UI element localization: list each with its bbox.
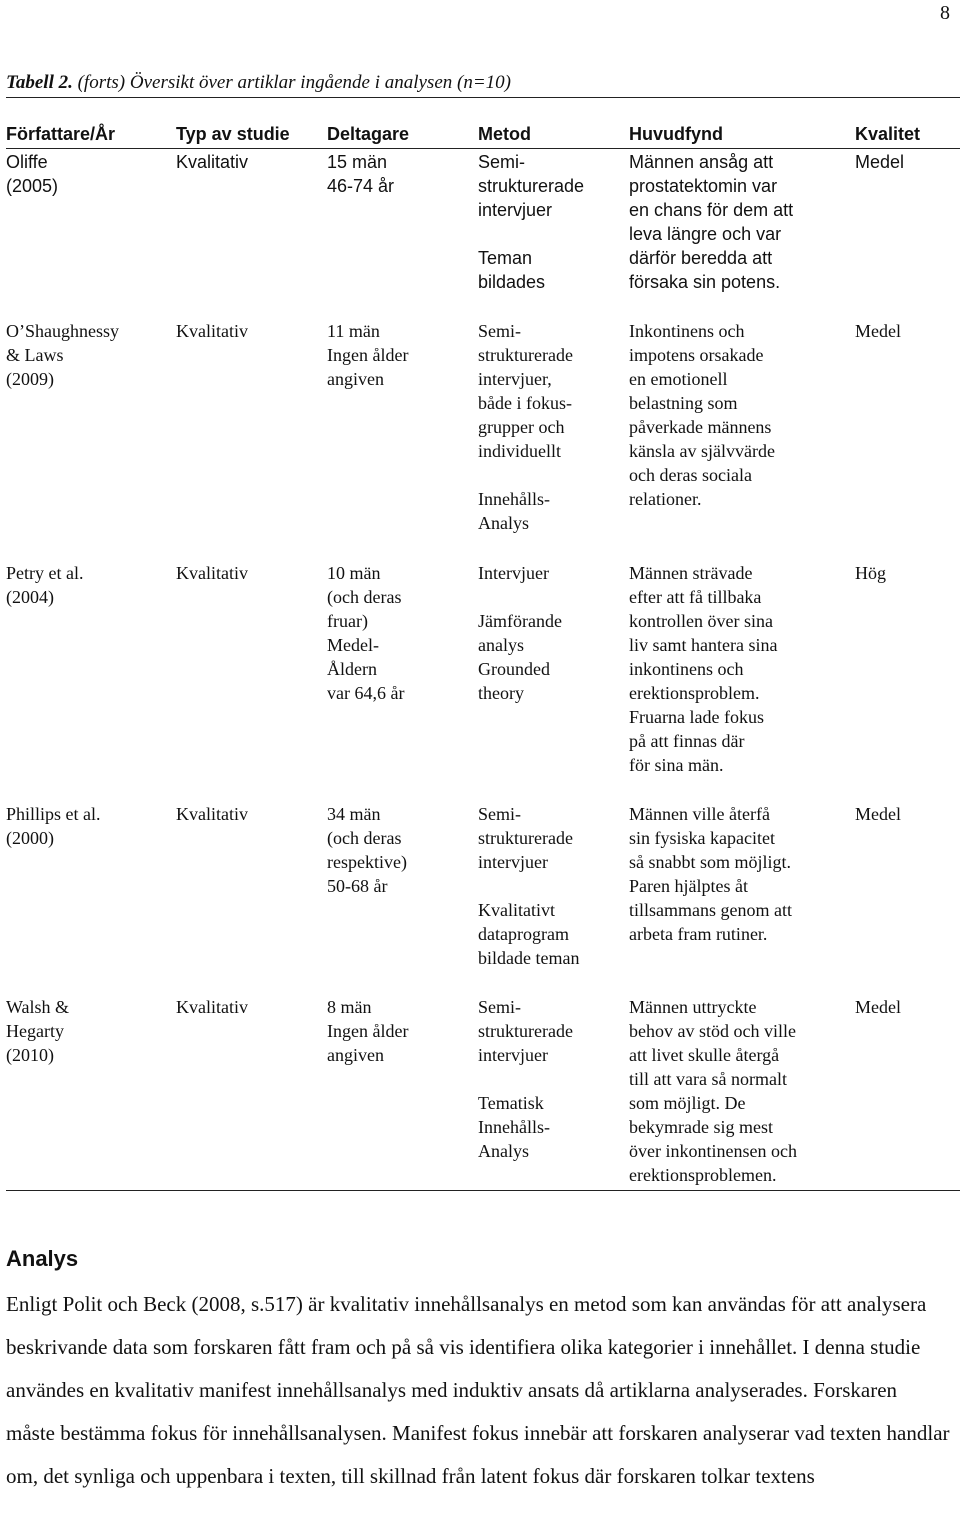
cell-findings: Inkontinens och impotens orsakade en emotionell belastning som påverkade männens känsla av självvärde och deras sociala relationer. (629, 321, 775, 509)
cell-quality: Medel (855, 804, 901, 824)
cell-method: Semi- strukturerade intervjuer Tematisk Innehålls- Analys (478, 997, 573, 1161)
cell-quality: Hög (855, 563, 886, 583)
cell-type: Kvalitativ (176, 321, 248, 341)
cell-quality: Medel (855, 321, 901, 341)
cell-quality: Medel (855, 997, 901, 1017)
section-heading: Analys (6, 1246, 79, 1271)
body-paragraph: Enligt Polit och Beck (2008, s.517) är kvalitativ innehållsanalys en metod som kan användas för att analysera beskrivande data som forskaren fått fram och på så vis identifiera olika kategorier i innehållet. I denna studie användes en kvalitativ manifest innehållsanalys med induktiv ansats då artiklarna analyserades. Forskaren måste bestämma fokus för innehållsanalysen. Manifest fokus innebär att forskaren analyserar vad texten handlar om, det synliga och uppenbara i texten, till skillnad från latent fokus där forskaren tolkar textens (6, 1292, 950, 1488)
cell-method: Semi- strukturerade intervjuer, både i fokus- grupper och individuellt Innehålls- Analys (478, 321, 573, 533)
cell-type: Kvalitativ (176, 997, 248, 1017)
header-quality: Kvalitet (855, 124, 921, 144)
header-type: Typ av studie (176, 124, 290, 144)
table-caption-label: Tabell 2. (6, 72, 73, 93)
cell-type: Kvalitativ (176, 563, 248, 583)
cell-participants: 34 män (och deras respektive) 50-68 år (327, 804, 407, 896)
cell-participants: 11 män Ingen ålder angiven (327, 321, 409, 389)
cell-author: O’Shaughnessy & Laws (2009) (6, 321, 119, 389)
header-participants: Deltagare (327, 124, 410, 144)
header-findings: Huvudfynd (629, 124, 723, 144)
cell-method: Semi- strukturerade intervjuer Kvalitativt dataprogram bildade teman (478, 804, 580, 968)
table-bottom-rule (6, 1190, 960, 1191)
cell-findings: Männen ansåg att prostatektomin var en chans för dem att leva längre och var därför beredda att försaka sin potens. (629, 152, 794, 292)
cell-findings: Männen ville återfå sin fysiska kapacitet så snabbt som möjligt. Paren hjälptes åt tillsammans genom att arbeta fram rutiner. (629, 804, 792, 944)
cell-participants: 15 män 46-74 år (327, 152, 395, 196)
cell-participants: 8 män Ingen ålder angiven (327, 997, 409, 1065)
cell-author: Phillips et al. (2000) (6, 804, 101, 848)
table-header-rule (6, 148, 960, 149)
table-caption-text: (forts) Översikt över artiklar ingående i analysen (n=10) (72, 72, 511, 93)
cell-author: Oliffe (2005) (6, 152, 59, 196)
cell-author: Petry et al. (2004) (6, 563, 84, 607)
cell-participants: 10 män (och deras fruar) Medel- Åldern var 64,6 år (327, 563, 405, 703)
header-method: Metod (478, 124, 531, 144)
cell-type: Kvalitativ (176, 804, 248, 824)
page-number: 8 (940, 2, 950, 24)
cell-quality: Medel (855, 152, 905, 172)
cell-method: Semi- strukturerade intervjuer Teman bildades (478, 152, 585, 292)
cell-author: Walsh & Hegarty (2010) (6, 997, 70, 1065)
header-author: Författare/År (6, 124, 116, 144)
cell-type: Kvalitativ (176, 152, 249, 172)
table-caption (6, 72, 511, 94)
cell-findings: Männen uttryckte behov av stöd och ville att livet skulle återgå till att vara så normalt som möjligt. De bekymrade sig mest över inkontinensen och erektionsproblemen. (629, 997, 797, 1185)
table-top-rule (6, 97, 960, 98)
cell-findings: Männen strävade efter att få tillbaka kontrollen över sina liv samt hantera sina inkontinens och erektionsproblem. Fruarna lade fokus på att finnas där för sina män. (629, 563, 778, 775)
cell-method: Intervjuer Jämförande analys Grounded theory (478, 563, 562, 703)
